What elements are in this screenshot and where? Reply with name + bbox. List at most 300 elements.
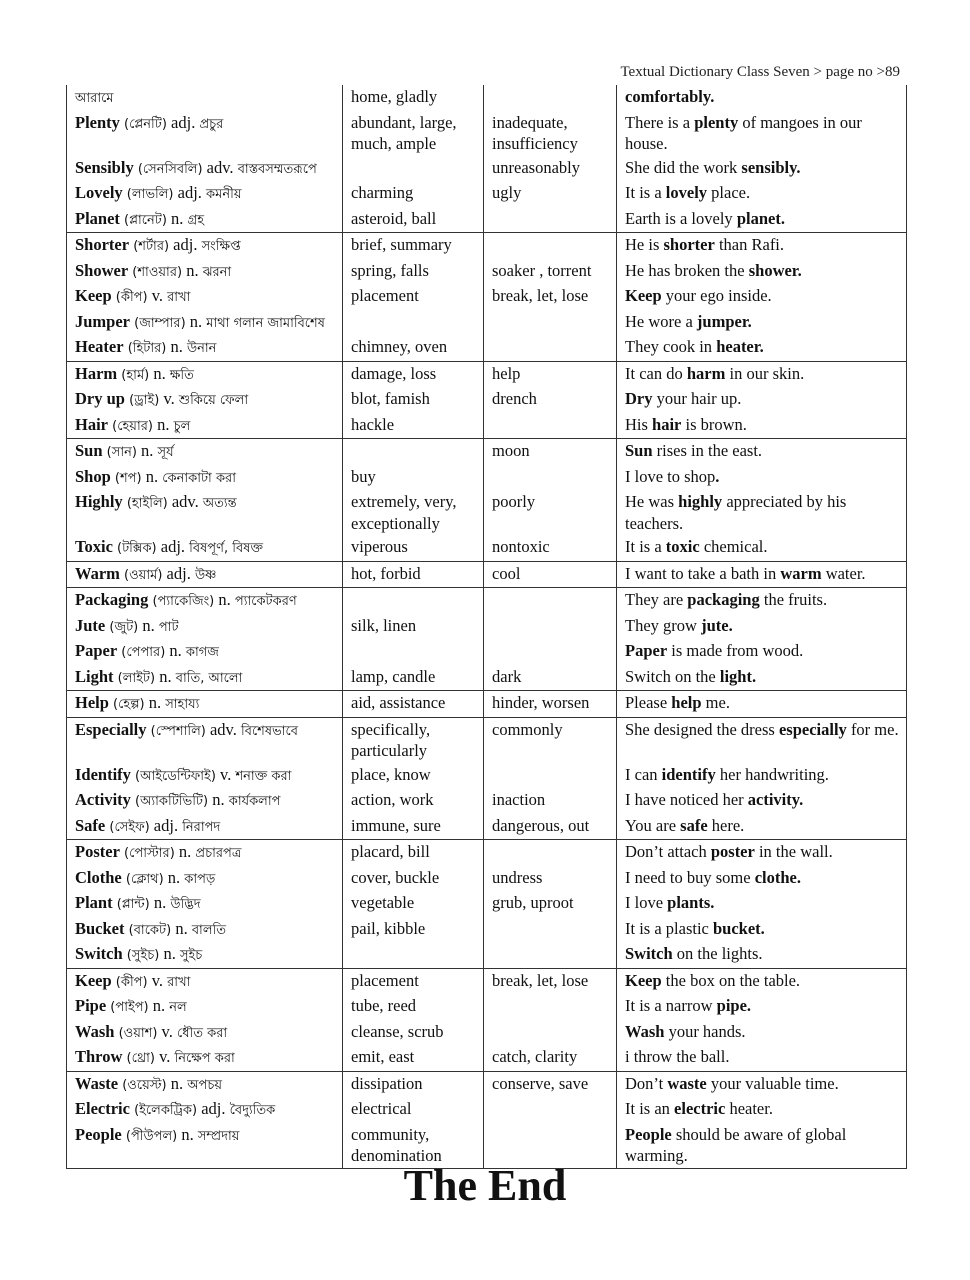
word-cell — [67, 387, 343, 413]
example-sentence-cell — [617, 284, 907, 310]
headword: Electric — [75, 1099, 130, 1118]
bangla-meaning: শুকিয়ে ফেলা — [178, 393, 249, 408]
table-row — [67, 413, 907, 439]
antonym-cell: dangerous, out — [484, 814, 617, 840]
sentence-text: appreciated by his teachers. — [625, 492, 847, 533]
part-of-speech: adv. — [206, 157, 234, 177]
synonym-cell: specifically, particularly — [343, 717, 484, 763]
pronunciation: (পীউপল) — [125, 1128, 178, 1144]
table-row — [67, 866, 907, 892]
headword: Jute — [75, 615, 106, 635]
synonym-cell — [343, 156, 484, 182]
antonym-cell: break, let, lose — [484, 968, 617, 994]
pronunciation: (পেপার) — [121, 645, 166, 660]
highlighted-word: help — [671, 693, 702, 712]
example-sentence-cell — [617, 310, 907, 336]
table-row — [67, 891, 907, 917]
sentence-text: I want to take a bath in — [625, 563, 781, 583]
word-cell — [67, 85, 343, 111]
synonym-cell: hackle — [343, 413, 484, 439]
example-sentence-cell — [617, 465, 907, 491]
table-row — [67, 561, 907, 588]
sentence-text: They cook in — [625, 337, 717, 356]
synonym-cell: silk, linen — [343, 614, 484, 640]
pronunciation: (হার্ম) — [121, 367, 150, 383]
pronunciation: (স্পেশালি) — [150, 723, 206, 739]
sentence-text: I need to buy some — [625, 867, 755, 887]
antonym-cell: soaker , torrent — [484, 259, 617, 285]
synonym-cell: action, work — [343, 788, 484, 814]
bangla-meaning: সূর্য — [157, 445, 174, 460]
pronunciation: (সেনসিবলি) — [137, 161, 203, 177]
pronunciation: (শর্টার) — [133, 239, 170, 254]
synonym-cell: cover, buckle — [343, 866, 484, 892]
example-sentence-cell — [617, 994, 907, 1020]
antonym-cell: ugly — [484, 181, 617, 207]
word-cell — [67, 942, 343, 968]
antonym-cell: help — [484, 361, 617, 387]
pronunciation: (কীপ) — [115, 290, 148, 305]
table-row — [67, 85, 907, 111]
word-cell — [67, 814, 343, 840]
sentence-text: the fruits. — [759, 590, 828, 609]
antonym-cell — [484, 1097, 617, 1123]
antonym-cell — [484, 588, 617, 614]
headword: Clothe — [75, 867, 122, 887]
example-sentence-cell — [617, 439, 907, 465]
table-row — [67, 968, 907, 994]
example-sentence-cell — [617, 891, 907, 917]
pronunciation: (সেইফ) — [109, 819, 150, 835]
pronunciation: (হেল্প) — [113, 697, 145, 712]
word-cell — [67, 535, 343, 561]
pronunciation: (থ্রো) — [126, 1051, 155, 1066]
table-row — [67, 284, 907, 310]
bangla-meaning: বাস্তবসম্মতরূপে — [237, 161, 317, 177]
bangla-meaning: ধৌত করা — [176, 1025, 228, 1041]
table-row — [67, 1071, 907, 1097]
part-of-speech: adj. — [173, 235, 198, 254]
example-sentence-cell — [617, 788, 907, 814]
sentence-text: Don’t — [625, 1073, 668, 1093]
highlighted-word: plenty — [694, 112, 739, 132]
antonym-cell: moon — [484, 439, 617, 465]
table-row — [67, 335, 907, 361]
sentence-text: place. — [707, 183, 751, 202]
synonym-cell — [343, 439, 484, 465]
headword: Sensibly — [75, 157, 134, 177]
synonym-cell: immune, sure — [343, 814, 484, 840]
dictionary-table — [66, 85, 907, 1169]
headword: Shop — [75, 466, 111, 486]
example-sentence-cell — [617, 335, 907, 361]
sentence-text: I can — [625, 764, 662, 784]
example-sentence-cell — [617, 1020, 907, 1046]
headword: Help — [75, 693, 109, 712]
pronunciation: (পাইপ) — [110, 1000, 149, 1015]
synonym-cell — [343, 942, 484, 968]
highlighted-word: harm — [686, 363, 726, 383]
antonym-cell: unreasonably — [484, 156, 617, 182]
pronunciation: (হাইলি) — [126, 496, 168, 511]
pronunciation: (অ্যাকটিভিটি) — [135, 794, 209, 809]
synonym-cell: hot, forbid — [343, 561, 484, 588]
bangla-meaning: উদ্ভিদ — [170, 897, 201, 912]
table-row — [67, 465, 907, 491]
headword: Shorter — [75, 235, 130, 254]
synonym-cell: buy — [343, 465, 484, 491]
headword: Hair — [75, 414, 108, 434]
sentence-text: on the lights. — [672, 944, 763, 963]
pronunciation: (ইলেকট্রিক) — [134, 1103, 198, 1118]
headword: Dry up — [75, 389, 125, 408]
highlighted-word: sensibly. — [741, 157, 801, 177]
sentence-text: I love — [625, 893, 668, 912]
table-row — [67, 763, 907, 789]
sentence-text: I love to shop — [625, 466, 716, 486]
highlighted-word: light. — [719, 666, 757, 686]
sentence-text: for me. — [846, 719, 899, 739]
antonym-cell — [484, 85, 617, 111]
part-of-speech: adj. — [201, 1099, 226, 1118]
pronunciation: (বাকেট) — [128, 922, 172, 938]
word-cell — [67, 665, 343, 691]
antonym-cell — [484, 310, 617, 336]
sentence-text: is made from wood. — [667, 641, 804, 660]
synonym-cell: cleanse, scrub — [343, 1020, 484, 1046]
word-cell — [67, 994, 343, 1020]
highlighted-word: People — [625, 1124, 672, 1144]
entry-group — [67, 561, 907, 588]
antonym-cell: inaction — [484, 788, 617, 814]
part-of-speech: n. — [169, 641, 182, 660]
sentence-text: the box on the table. — [661, 970, 801, 990]
table-row — [67, 259, 907, 285]
highlighted-word: Keep — [625, 970, 662, 990]
highlighted-word: highly — [678, 492, 723, 511]
headword: Especially — [75, 719, 147, 739]
word-cell — [67, 866, 343, 892]
headword: Heater — [75, 337, 124, 356]
synonym-cell: placard, bill — [343, 840, 484, 866]
pronunciation: (প্লানেট) — [124, 212, 167, 228]
table-row — [67, 207, 907, 233]
example-sentence-cell — [617, 917, 907, 943]
example-sentence-cell — [617, 156, 907, 182]
word-cell — [67, 413, 343, 439]
example-sentence-cell — [617, 259, 907, 285]
bangla-meaning: আরামে — [75, 91, 114, 106]
synonym-cell: place, know — [343, 763, 484, 789]
example-sentence-cell — [617, 85, 907, 111]
word-cell — [67, 490, 343, 535]
example-sentence-cell — [617, 588, 907, 614]
antonym-cell — [484, 233, 617, 259]
word-cell — [67, 465, 343, 491]
pronunciation: (প্লেনটি) — [124, 116, 167, 132]
word-cell — [67, 1020, 343, 1046]
highlighted-word: shorter — [663, 235, 715, 254]
sentence-text: chemical. — [699, 537, 768, 556]
example-sentence-cell — [617, 387, 907, 413]
pronunciation: (ক্লোথ) — [125, 871, 164, 887]
headword: Poster — [75, 842, 120, 861]
antonym-cell: cool — [484, 561, 617, 588]
antonym-cell: undress — [484, 866, 617, 892]
sentence-text: rises in the east. — [652, 441, 763, 460]
antonym-cell — [484, 207, 617, 233]
sentence-text: She designed the dress — [625, 719, 779, 739]
highlighted-word: Dry — [625, 389, 653, 408]
example-sentence-cell — [617, 535, 907, 561]
word-cell — [67, 207, 343, 233]
pronunciation: (ওয়ার্ম) — [124, 567, 163, 583]
table-row — [67, 665, 907, 691]
part-of-speech: adj. — [160, 537, 186, 556]
table-row — [67, 614, 907, 640]
sentence-text: Don’t attach — [625, 842, 711, 861]
bangla-meaning: সংক্ষিপ্ত — [201, 239, 241, 254]
pronunciation: (টক্সিক) — [117, 541, 157, 556]
table-row — [67, 1097, 907, 1123]
antonym-cell — [484, 413, 617, 439]
example-sentence-cell — [617, 866, 907, 892]
part-of-speech: n. — [159, 666, 172, 686]
word-cell — [67, 840, 343, 866]
part-of-speech: adv. — [209, 719, 237, 739]
entry-group — [67, 588, 907, 691]
highlighted-word: jumper. — [696, 311, 752, 331]
headword: Toxic — [75, 537, 113, 556]
example-sentence-cell — [617, 490, 907, 535]
bangla-meaning: মাথা গলান জামাবিশেষ — [206, 315, 325, 331]
example-sentence-cell — [617, 614, 907, 640]
headword: Plant — [75, 893, 113, 912]
headword: Throw — [75, 1047, 123, 1066]
entry-group — [67, 691, 907, 718]
pronunciation: (আইডেন্টিফাই) — [135, 768, 216, 784]
antonym-cell: commonly — [484, 717, 617, 763]
headword: Keep — [75, 970, 112, 990]
headword: Activity — [75, 790, 131, 809]
sentence-text: i throw the ball. — [625, 1047, 730, 1066]
highlighted-word: bucket. — [712, 918, 765, 938]
bangla-meaning: উনান — [187, 341, 217, 356]
synonym-cell — [343, 588, 484, 614]
synonym-cell: extremely, very, exceptionally — [343, 490, 484, 535]
example-sentence-cell — [617, 181, 907, 207]
antonym-cell: poorly — [484, 490, 617, 535]
sentence-text: He wore a — [625, 311, 697, 331]
antonym-cell: conserve, save — [484, 1071, 617, 1097]
example-sentence-cell — [617, 942, 907, 968]
highlighted-word: toxic — [665, 537, 700, 556]
bangla-meaning: উষ্ণ — [194, 567, 217, 583]
word-cell — [67, 763, 343, 789]
sentence-text: of mangoes in our house. — [625, 112, 862, 153]
sentence-text: He is — [625, 235, 664, 254]
headword: Wash — [75, 1021, 115, 1041]
entry-group — [67, 840, 907, 969]
word-cell — [67, 639, 343, 665]
bangla-meaning: গ্রহ — [187, 212, 205, 228]
sentence-text: I have noticed her — [625, 790, 748, 809]
table-row — [67, 994, 907, 1020]
bangla-meaning: নিক্ষেপ করা — [174, 1051, 235, 1066]
part-of-speech: n. — [153, 363, 166, 383]
entry-group — [67, 1071, 907, 1168]
example-sentence-cell — [617, 717, 907, 763]
synonym-cell: spring, falls — [343, 259, 484, 285]
synonym-cell — [343, 639, 484, 665]
headword: Waste — [75, 1073, 119, 1093]
highlighted-word: electric — [674, 1099, 726, 1118]
highlighted-word: Keep — [625, 286, 662, 305]
sentence-text: me. — [701, 693, 730, 712]
word-cell — [67, 588, 343, 614]
part-of-speech: v. — [159, 1047, 171, 1066]
part-of-speech: n. — [141, 441, 154, 460]
word-cell — [67, 691, 343, 718]
headword: Sun — [75, 441, 103, 460]
bangla-meaning: প্যাকেটকরণ — [234, 594, 297, 609]
sentence-text: in our skin. — [725, 363, 805, 383]
sentence-text: He was — [625, 492, 679, 511]
sentence-text: It is a narrow — [625, 996, 717, 1015]
bangla-meaning: বিশেষভাবে — [240, 723, 298, 739]
pronunciation: (হেয়ার) — [112, 418, 153, 434]
synonym-cell: vegetable — [343, 891, 484, 917]
table-row — [67, 788, 907, 814]
sentence-text: is brown. — [681, 414, 747, 434]
synonym-cell: viperous — [343, 535, 484, 561]
sentence-text: They are — [625, 590, 688, 609]
highlighted-word: pipe. — [716, 996, 752, 1015]
headword: Bucket — [75, 918, 125, 938]
sentence-text: your ego inside. — [661, 286, 772, 305]
table-row — [67, 181, 907, 207]
part-of-speech: n. — [167, 867, 181, 887]
sentence-text: It is a — [625, 537, 666, 556]
part-of-speech: n. — [142, 615, 155, 635]
highlighted-word: . — [715, 466, 720, 486]
pronunciation: (ড্রাই) — [129, 393, 160, 408]
bangla-meaning: সুইচ — [179, 948, 203, 963]
table-row — [67, 814, 907, 840]
sentence-text: here. — [707, 815, 745, 835]
example-sentence-cell — [617, 968, 907, 994]
part-of-speech: v. — [220, 764, 232, 784]
bangla-meaning: বালতি — [191, 922, 226, 938]
word-cell — [67, 284, 343, 310]
headword: Switch — [75, 944, 123, 963]
pronunciation: (জাম্পার) — [134, 315, 186, 331]
bangla-meaning: নল — [169, 1000, 187, 1015]
word-cell — [67, 111, 343, 156]
highlighted-word: poster — [710, 842, 755, 861]
antonym-cell — [484, 994, 617, 1020]
headword: Shower — [75, 260, 129, 280]
example-sentence-cell — [617, 413, 907, 439]
synonym-cell: pail, kibble — [343, 917, 484, 943]
pronunciation: (সান) — [106, 445, 137, 460]
antonym-cell — [484, 335, 617, 361]
table-row — [67, 387, 907, 413]
table-row — [67, 691, 907, 718]
highlighted-word: lovely — [665, 183, 708, 202]
bangla-meaning: কাগজ — [185, 645, 219, 660]
sentence-text: She did the work — [625, 157, 742, 177]
highlighted-word: Sun — [625, 441, 653, 460]
pronunciation: (কীপ) — [115, 974, 148, 990]
highlighted-word: clothe. — [754, 867, 801, 887]
pronunciation: (লাভলি) — [126, 187, 174, 202]
synonym-cell — [343, 310, 484, 336]
sentence-text: in the wall. — [754, 842, 833, 861]
word-cell — [67, 439, 343, 465]
example-sentence-cell — [617, 361, 907, 387]
pronunciation: (হিটার) — [127, 341, 167, 356]
synonym-cell: emit, east — [343, 1045, 484, 1071]
sentence-text: It is an — [625, 1099, 675, 1118]
sentence-text: It is a plastic — [625, 918, 713, 938]
entry-group — [67, 233, 907, 362]
entry-group — [67, 968, 907, 1071]
bangla-meaning: কাপড় — [184, 871, 216, 887]
synonym-cell: home, gladly — [343, 85, 484, 111]
example-sentence-cell — [617, 691, 907, 718]
antonym-cell — [484, 1020, 617, 1046]
highlighted-word: especially — [778, 719, 847, 739]
part-of-speech: n. — [148, 693, 162, 712]
sentence-text: Switch on the — [625, 666, 720, 686]
part-of-speech: adj. — [171, 112, 196, 132]
highlighted-word: shower. — [748, 260, 802, 280]
bangla-meaning: প্রচুর — [199, 116, 224, 132]
synonym-cell: abundant, large, much, ample — [343, 111, 484, 156]
sentence-text: your hands. — [664, 1021, 746, 1041]
page-header: Textual Dictionary Class Seven > page no >89 — [620, 64, 900, 80]
bangla-meaning: কার্যকলাপ — [228, 794, 281, 809]
table-row — [67, 310, 907, 336]
pronunciation: (ওয়েস্ট) — [122, 1077, 167, 1093]
headword: Safe — [75, 815, 106, 835]
sentence-text: your valuable time. — [706, 1073, 839, 1093]
table-row — [67, 361, 907, 387]
synonym-cell: placement — [343, 284, 484, 310]
word-cell — [67, 361, 343, 387]
bangla-meaning: সাহায্য — [165, 697, 200, 712]
table-row — [67, 111, 907, 156]
antonym-cell — [484, 942, 617, 968]
highlighted-word: packaging — [687, 590, 760, 609]
synonym-cell: asteroid, ball — [343, 207, 484, 233]
part-of-speech: adj. — [166, 563, 191, 583]
sentence-text: It is a — [625, 183, 666, 202]
pronunciation: (প্যাকেজিং) — [152, 594, 215, 609]
part-of-speech: v. — [151, 286, 164, 305]
antonym-cell: grub, uproot — [484, 891, 617, 917]
word-cell — [67, 181, 343, 207]
bangla-meaning: ক্ষতি — [169, 367, 194, 383]
bangla-meaning: নিরাপদ — [182, 819, 221, 835]
word-cell — [67, 310, 343, 336]
example-sentence-cell — [617, 840, 907, 866]
word-cell — [67, 1097, 343, 1123]
entry-group — [67, 439, 907, 562]
table-row — [67, 917, 907, 943]
table-row — [67, 1020, 907, 1046]
